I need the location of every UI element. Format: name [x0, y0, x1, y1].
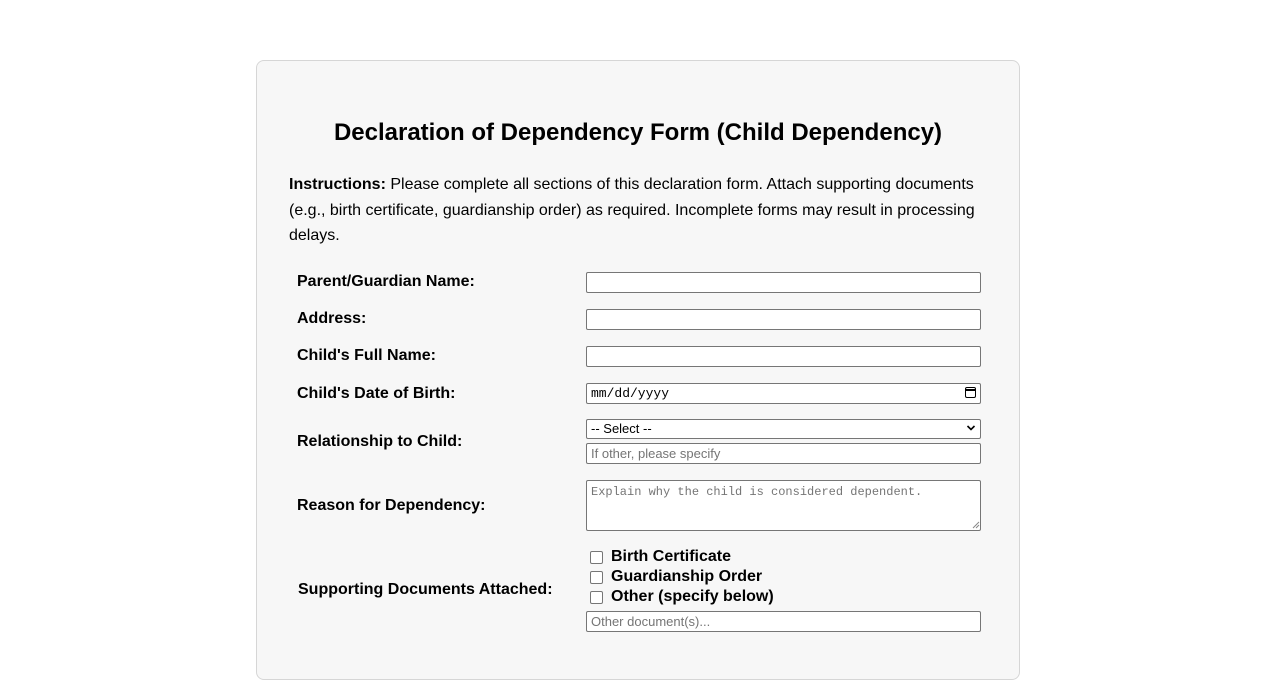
relationship-other-input[interactable] [586, 443, 981, 464]
instructions [289, 172, 989, 249]
calendar-icon[interactable] [965, 387, 976, 398]
instructions-text: Please complete all sections of this declaration form. Attach supporting documents (e.g., birth certificate, guardianship order) as required. Incomplete forms may result in processing delays. [289, 176, 975, 244]
child-dob-label: Child's Date of Birth: [297, 385, 456, 402]
checkbox-label: Birth Certificate [611, 548, 732, 565]
date-placeholder: mm/dd/yyyy [591, 386, 670, 401]
address-input[interactable] [586, 309, 981, 330]
page-title: Declaration of Dependency Form (Child Dependency) [333, 119, 943, 146]
document-option-guardianship-order[interactable] [590, 567, 762, 587]
parent-name-label: Parent/Guardian Name: [297, 273, 475, 290]
relationship-label: Relationship to Child: [297, 433, 463, 450]
documents-label: Supporting Documents Attached: [298, 581, 553, 598]
document-option-birth-certificate[interactable] [590, 547, 731, 567]
relationship-select[interactable] [586, 419, 981, 439]
document-option-other[interactable] [590, 587, 774, 607]
instructions-label: Instructions: [289, 176, 386, 193]
parent-name-input[interactable] [586, 272, 981, 293]
form-card [256, 60, 1020, 680]
reason-label: Reason for Dependency: [297, 497, 486, 514]
relationship-selected: -- Select -- [591, 421, 652, 436]
checkbox-guardianship-order[interactable] [590, 571, 603, 584]
checkbox-other[interactable] [590, 591, 603, 604]
checkbox-birth-certificate[interactable] [590, 551, 603, 564]
checkbox-label: Other (specify below) [611, 588, 774, 605]
other-documents-input[interactable] [586, 611, 981, 632]
checkbox-label: Guardianship Order [611, 568, 763, 585]
reason-textarea[interactable] [586, 480, 981, 531]
resize-grip-icon[interactable] [972, 521, 980, 529]
child-name-input[interactable] [586, 346, 981, 367]
child-dob-input[interactable] [586, 383, 981, 404]
chevron-down-icon [966, 423, 976, 433]
address-label: Address: [297, 310, 367, 327]
child-name-label: Child's Full Name: [297, 347, 436, 364]
